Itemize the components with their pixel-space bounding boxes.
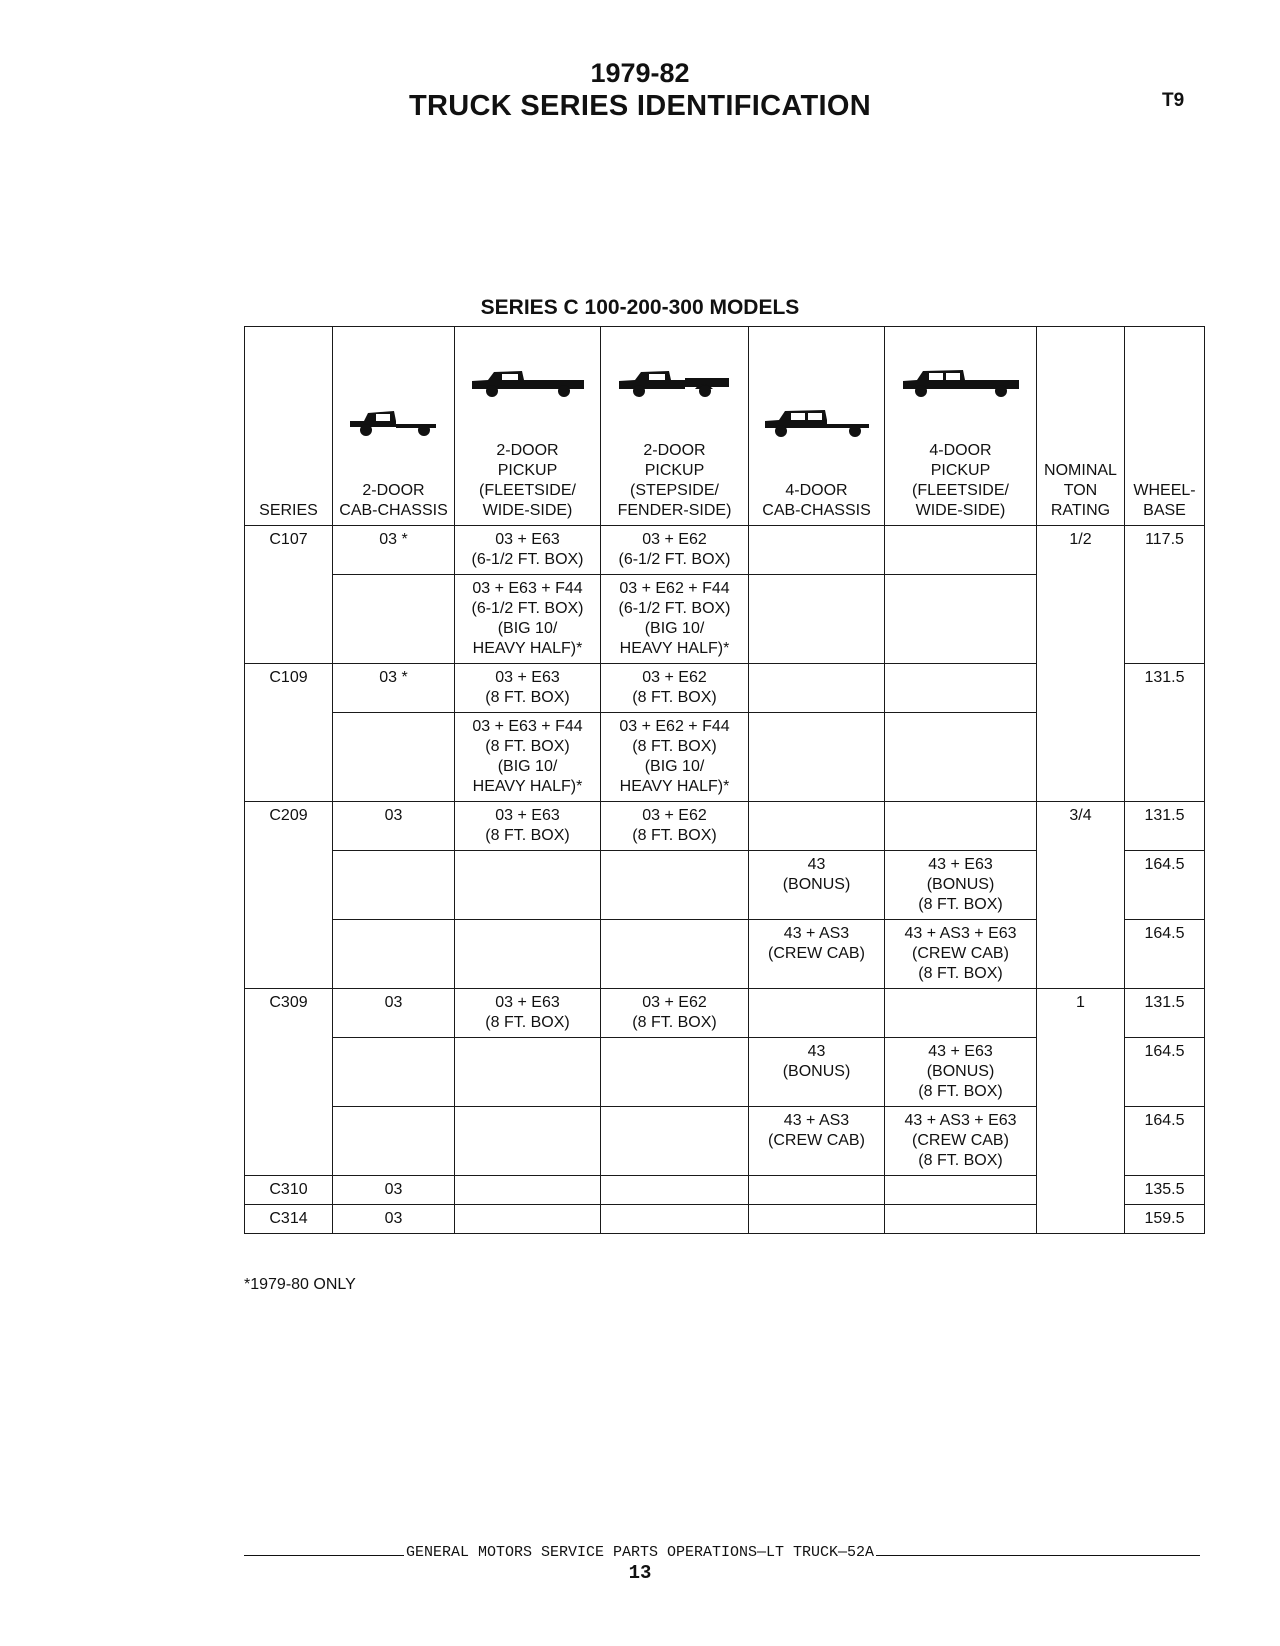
wheelbase-cell: 135.5 <box>1125 1176 1205 1205</box>
cell-2door-cab-chassis <box>333 851 455 920</box>
cell-4door-fleetside <box>885 526 1037 575</box>
table-row <box>245 575 1205 664</box>
cell-4door-fleetside: 43 + E63 (BONUS) (8 FT. BOX) <box>885 851 1037 920</box>
cell-2door-fleetside <box>455 1107 601 1176</box>
col-header-4door-cab-chassis: 4-DOOR CAB-CHASSIS <box>749 327 885 526</box>
cell-2door-fleetside: 03 + E63 (8 FT. BOX) <box>455 989 601 1038</box>
cell-2door-fleetside <box>455 1205 601 1234</box>
series-identification-table <box>244 326 1205 1234</box>
cell-4door-fleetside <box>885 989 1037 1038</box>
cell-4door-cab-chassis <box>749 1205 885 1234</box>
cell-2door-fleetside: 03 + E63 + F44 (8 FT. BOX) (BIG 10/ HEAVY HALF)* <box>455 713 601 802</box>
cell-4door-cab-chassis <box>749 989 885 1038</box>
ton-cell <box>1037 851 1125 920</box>
cell-2door-stepside: 03 + E62 + F44 (6-1/2 FT. BOX) (BIG 10/ HEAVY HALF)* <box>601 575 749 664</box>
series-cell <box>245 575 333 664</box>
cell-2door-fleetside: 03 + E63 (6-1/2 FT. BOX) <box>455 526 601 575</box>
footnote: *1979-80 ONLY <box>244 1276 356 1293</box>
table-row <box>245 1205 1205 1234</box>
cell-2door-fleetside <box>455 851 601 920</box>
series-cell: C209 <box>245 802 333 851</box>
ton-cell <box>1037 1107 1125 1176</box>
cell-4door-fleetside <box>885 802 1037 851</box>
wheelbase-cell: 131.5 <box>1125 802 1205 851</box>
cell-4door-cab-chassis <box>749 802 885 851</box>
header-years: 1979-82 <box>590 58 690 88</box>
footer-text <box>0 1544 1280 1561</box>
ton-cell <box>1037 664 1125 713</box>
table-row <box>245 1038 1205 1107</box>
table-row <box>245 851 1205 920</box>
cell-2door-cab-chassis: 03 * <box>333 526 455 575</box>
cell-2door-fleetside: 03 + E63 (8 FT. BOX) <box>455 664 601 713</box>
cell-4door-cab-chassis <box>749 526 885 575</box>
cell-2door-stepside: 03 + E62 + F44 (8 FT. BOX) (BIG 10/ HEAVY HALF)* <box>601 713 749 802</box>
cell-4door-fleetside <box>885 575 1037 664</box>
cell-4door-cab-chassis: 43 (BONUS) <box>749 851 885 920</box>
ton-cell <box>1037 575 1125 664</box>
wheelbase-cell <box>1125 713 1205 802</box>
cell-2door-stepside: 03 + E62 (6-1/2 FT. BOX) <box>601 526 749 575</box>
cell-4door-cab-chassis: 43 + AS3 (CREW CAB) <box>749 920 885 989</box>
cell-2door-cab-chassis: 03 <box>333 802 455 851</box>
wheelbase-cell: 164.5 <box>1125 1038 1205 1107</box>
footer-label: GENERAL MOTORS SERVICE PARTS OPERATIONS—LT TRUCK—52A <box>405 1544 875 1561</box>
series-cell <box>245 1038 333 1107</box>
cell-4door-cab-chassis <box>749 713 885 802</box>
cell-2door-cab-chassis <box>333 920 455 989</box>
cell-2door-cab-chassis: 03 <box>333 1176 455 1205</box>
2-door-cab-chassis-truck-icon <box>346 405 442 439</box>
cell-4door-cab-chassis: 43 (BONUS) <box>749 1038 885 1107</box>
2-door-fleetside-pickup-truck-icon <box>468 365 588 399</box>
ton-cell <box>1037 1038 1125 1107</box>
series-cell: C107 <box>245 526 333 575</box>
table-title: SERIES C 100-200-300 MODELS <box>480 296 800 319</box>
table-row <box>245 1176 1205 1205</box>
ton-cell: 3/4 <box>1037 802 1125 851</box>
cell-4door-cab-chassis: 43 + AS3 (CREW CAB) <box>749 1107 885 1176</box>
cell-2door-stepside: 03 + E62 (8 FT. BOX) <box>601 989 749 1038</box>
cell-2door-cab-chassis: 03 <box>333 1205 455 1234</box>
4-door-fleetside-pickup-truck-icon <box>899 365 1023 399</box>
wheelbase-cell: 164.5 <box>1125 851 1205 920</box>
table-row <box>245 713 1205 802</box>
col-header-2door-fleetside: 2-DOOR PICKUP (FLEETSIDE/ WIDE-SIDE) <box>455 327 601 526</box>
wheelbase-cell: 159.5 <box>1125 1205 1205 1234</box>
cell-2door-stepside <box>601 920 749 989</box>
ton-cell <box>1037 1205 1125 1234</box>
wheelbase-cell: 164.5 <box>1125 1107 1205 1176</box>
header-row <box>245 327 1205 526</box>
series-cell <box>245 920 333 989</box>
page-code: T9 <box>1162 90 1185 111</box>
cell-4door-cab-chassis <box>749 1176 885 1205</box>
page-title: TRUCK SERIES IDENTIFICATION <box>409 90 871 122</box>
wheelbase-cell: 117.5 <box>1125 526 1205 575</box>
col-header-4door-fleetside: 4-DOOR PICKUP (FLEETSIDE/ WIDE-SIDE) <box>885 327 1037 526</box>
cell-2door-cab-chassis: 03 * <box>333 664 455 713</box>
wheelbase-cell: 131.5 <box>1125 989 1205 1038</box>
wheelbase-cell <box>1125 575 1205 664</box>
table-row <box>245 664 1205 713</box>
page-number: 13 <box>628 1562 652 1584</box>
cell-2door-cab-chassis: 03 <box>333 989 455 1038</box>
col-header-series: SERIES <box>245 327 333 526</box>
ton-cell <box>1037 920 1125 989</box>
series-cell: C310 <box>245 1176 333 1205</box>
ton-cell: 1 <box>1037 989 1125 1038</box>
cell-2door-fleetside: 03 + E63 + F44 (6-1/2 FT. BOX) (BIG 10/ HEAVY HALF)* <box>455 575 601 664</box>
cell-4door-cab-chassis <box>749 575 885 664</box>
cell-2door-fleetside: 03 + E63 (8 FT. BOX) <box>455 802 601 851</box>
wheelbase-cell: 164.5 <box>1125 920 1205 989</box>
cell-2door-stepside <box>601 1038 749 1107</box>
ton-cell <box>1037 1176 1125 1205</box>
series-cell <box>245 1107 333 1176</box>
2-door-stepside-pickup-truck-icon <box>615 365 735 399</box>
cell-2door-fleetside <box>455 920 601 989</box>
cell-4door-cab-chassis <box>749 664 885 713</box>
cell-2door-stepside <box>601 1176 749 1205</box>
col-header-2door-stepside: 2-DOOR PICKUP (STEPSIDE/ FENDER-SIDE) <box>601 327 749 526</box>
cell-2door-cab-chassis <box>333 1107 455 1176</box>
cell-4door-fleetside <box>885 664 1037 713</box>
col-header-2door-cab-chassis: 2-DOOR CAB-CHASSIS <box>333 327 455 526</box>
cell-2door-fleetside <box>455 1038 601 1107</box>
4-door-cab-chassis-truck-icon <box>761 405 873 439</box>
cell-2door-stepside <box>601 851 749 920</box>
series-cell <box>245 713 333 802</box>
col-header-ton-rating: NOMINAL TON RATING <box>1037 327 1125 526</box>
cell-4door-fleetside <box>885 1176 1037 1205</box>
series-cell <box>245 851 333 920</box>
cell-4door-fleetside: 43 + AS3 + E63 (CREW CAB) (8 FT. BOX) <box>885 1107 1037 1176</box>
table-row <box>245 526 1205 575</box>
table-row <box>245 920 1205 989</box>
cell-4door-fleetside <box>885 713 1037 802</box>
series-cell: C314 <box>245 1205 333 1234</box>
cell-4door-fleetside: 43 + AS3 + E63 (CREW CAB) (8 FT. BOX) <box>885 920 1037 989</box>
cell-2door-cab-chassis <box>333 1038 455 1107</box>
cell-2door-stepside <box>601 1107 749 1176</box>
col-header-wheelbase: WHEEL- BASE <box>1125 327 1205 526</box>
cell-2door-cab-chassis <box>333 713 455 802</box>
table-row <box>245 1107 1205 1176</box>
series-cell: C309 <box>245 989 333 1038</box>
cell-2door-stepside: 03 + E62 (8 FT. BOX) <box>601 802 749 851</box>
cell-4door-fleetside: 43 + E63 (BONUS) (8 FT. BOX) <box>885 1038 1037 1107</box>
cell-2door-fleetside <box>455 1176 601 1205</box>
cell-2door-stepside: 03 + E62 (8 FT. BOX) <box>601 664 749 713</box>
cell-2door-cab-chassis <box>333 575 455 664</box>
table-row <box>245 989 1205 1038</box>
cell-4door-fleetside <box>885 1205 1037 1234</box>
ton-cell <box>1037 713 1125 802</box>
ton-cell: 1/2 <box>1037 526 1125 575</box>
table-row <box>245 802 1205 851</box>
series-cell: C109 <box>245 664 333 713</box>
cell-2door-stepside <box>601 1205 749 1234</box>
wheelbase-cell: 131.5 <box>1125 664 1205 713</box>
